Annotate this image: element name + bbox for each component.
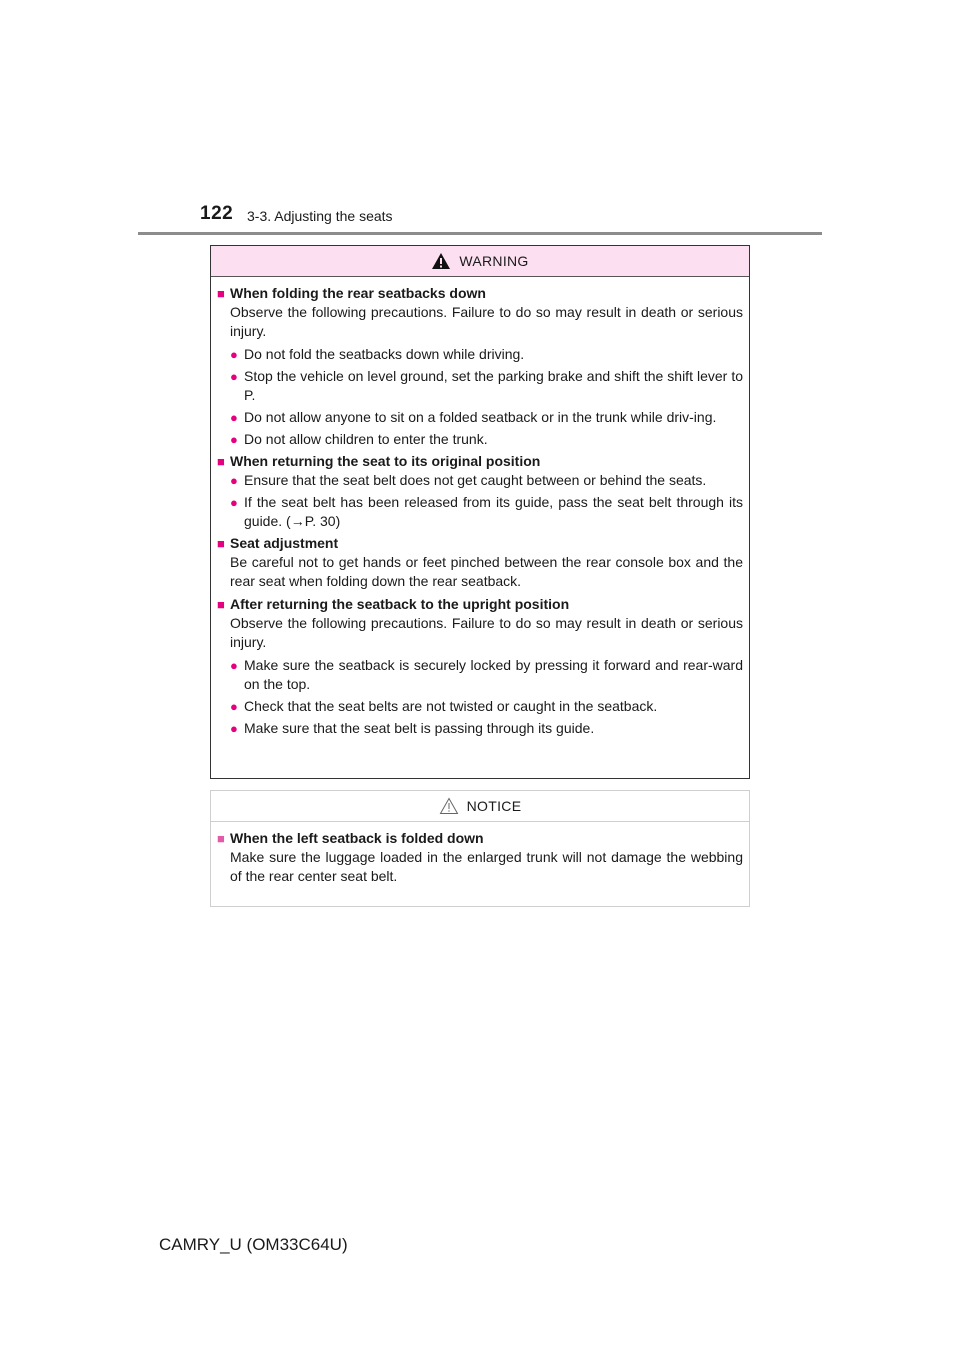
list-item bbox=[230, 408, 743, 427]
square-bullet-icon: ■ bbox=[217, 286, 225, 301]
section-title: 3-3. Adjusting the seats bbox=[247, 208, 393, 224]
circle-bullet-icon: ● bbox=[230, 473, 238, 488]
list-item bbox=[230, 697, 743, 716]
section-heading-text: When the left seatback is folded down bbox=[230, 830, 484, 846]
warning-section-seat-adjustment bbox=[217, 534, 743, 591]
header-rule bbox=[138, 232, 822, 235]
section-paragraph: Observe the following precautions. Failure to do so may result in death or serious injury. bbox=[230, 304, 743, 339]
notice-title: NOTICE bbox=[466, 797, 522, 814]
page-number: 122 bbox=[200, 203, 234, 224]
circle-bullet-icon: ● bbox=[230, 495, 238, 510]
circle-bullet-icon: ● bbox=[230, 721, 238, 736]
warning-header bbox=[211, 246, 749, 277]
section-heading bbox=[217, 534, 743, 553]
circle-bullet-icon: ● bbox=[230, 347, 238, 362]
list-item-text: Check that the seat belts are not twisted or caught in the seatback. bbox=[244, 698, 658, 714]
section-paragraph: Be careful not to get hands or feet pinched between the rear console box and the rear seat when folding down the rear seatback. bbox=[230, 554, 743, 589]
circle-bullet-icon: ● bbox=[230, 410, 238, 425]
section-heading bbox=[217, 452, 743, 471]
warning-triangle-icon bbox=[431, 252, 451, 270]
list-item bbox=[230, 345, 743, 364]
list-item-text: Do not allow anyone to sit on a folded seatback or in the trunk while driv-ing. bbox=[244, 409, 717, 425]
list-item bbox=[230, 471, 743, 490]
list-item-text: Stop the vehicle on level ground, set the parking brake and shift the shift lever to P. bbox=[244, 368, 743, 403]
warning-title: WARNING bbox=[459, 252, 529, 269]
list-item-text: If the seat belt has been released from its guide, pass the seat belt through its guide. (→P. 30) bbox=[244, 494, 743, 529]
section-heading bbox=[217, 829, 743, 848]
list-item bbox=[230, 656, 743, 694]
list-item-text: Do not fold the seatbacks down while driving. bbox=[244, 346, 525, 362]
notice-body bbox=[211, 822, 749, 886]
warning-section-folding bbox=[217, 284, 743, 449]
section-heading-text: Seat adjustment bbox=[230, 535, 339, 551]
caution-outline-triangle-icon bbox=[439, 797, 459, 815]
warning-box bbox=[210, 245, 750, 779]
square-bullet-icon: ■ bbox=[217, 831, 225, 846]
notice-box bbox=[210, 790, 750, 907]
square-bullet-icon: ■ bbox=[217, 597, 225, 612]
circle-bullet-icon: ● bbox=[230, 432, 238, 447]
warning-section-upright bbox=[217, 595, 743, 738]
section-paragraph: Make sure the luggage loaded in the enlarged trunk will not damage the webbing of the rear center seat belt. bbox=[230, 849, 743, 884]
warning-body bbox=[211, 277, 749, 738]
list-item bbox=[230, 367, 743, 405]
circle-bullet-icon: ● bbox=[230, 699, 238, 714]
square-bullet-icon: ■ bbox=[217, 536, 225, 551]
list-item bbox=[230, 719, 743, 738]
section-paragraph: Observe the following precautions. Failure to do so may result in death or serious injury. bbox=[230, 615, 743, 650]
list-item bbox=[230, 430, 743, 449]
list-item-text: Do not allow children to enter the trunk. bbox=[244, 431, 488, 447]
list-item-text: Ensure that the seat belt does not get caught between or behind the seats. bbox=[244, 472, 707, 488]
list-item-text: Make sure the seatback is securely locked by pressing it forward and rear-ward on the top. bbox=[244, 657, 743, 692]
list-item bbox=[230, 493, 743, 531]
footer-model: CAMRY_U (OM33C64U) bbox=[159, 1235, 348, 1254]
square-bullet-icon: ■ bbox=[217, 454, 225, 469]
section-heading-text: After returning the seatback to the upright position bbox=[230, 596, 570, 612]
section-heading bbox=[217, 595, 743, 614]
section-heading bbox=[217, 284, 743, 303]
circle-bullet-icon: ● bbox=[230, 369, 238, 384]
circle-bullet-icon: ● bbox=[230, 658, 238, 673]
notice-header bbox=[211, 791, 749, 822]
warning-section-returning bbox=[217, 452, 743, 531]
section-heading-text: When returning the seat to its original position bbox=[230, 453, 541, 469]
section-heading-text: When folding the rear seatbacks down bbox=[230, 285, 486, 301]
list-item-text: Make sure that the seat belt is passing through its guide. bbox=[244, 720, 595, 736]
